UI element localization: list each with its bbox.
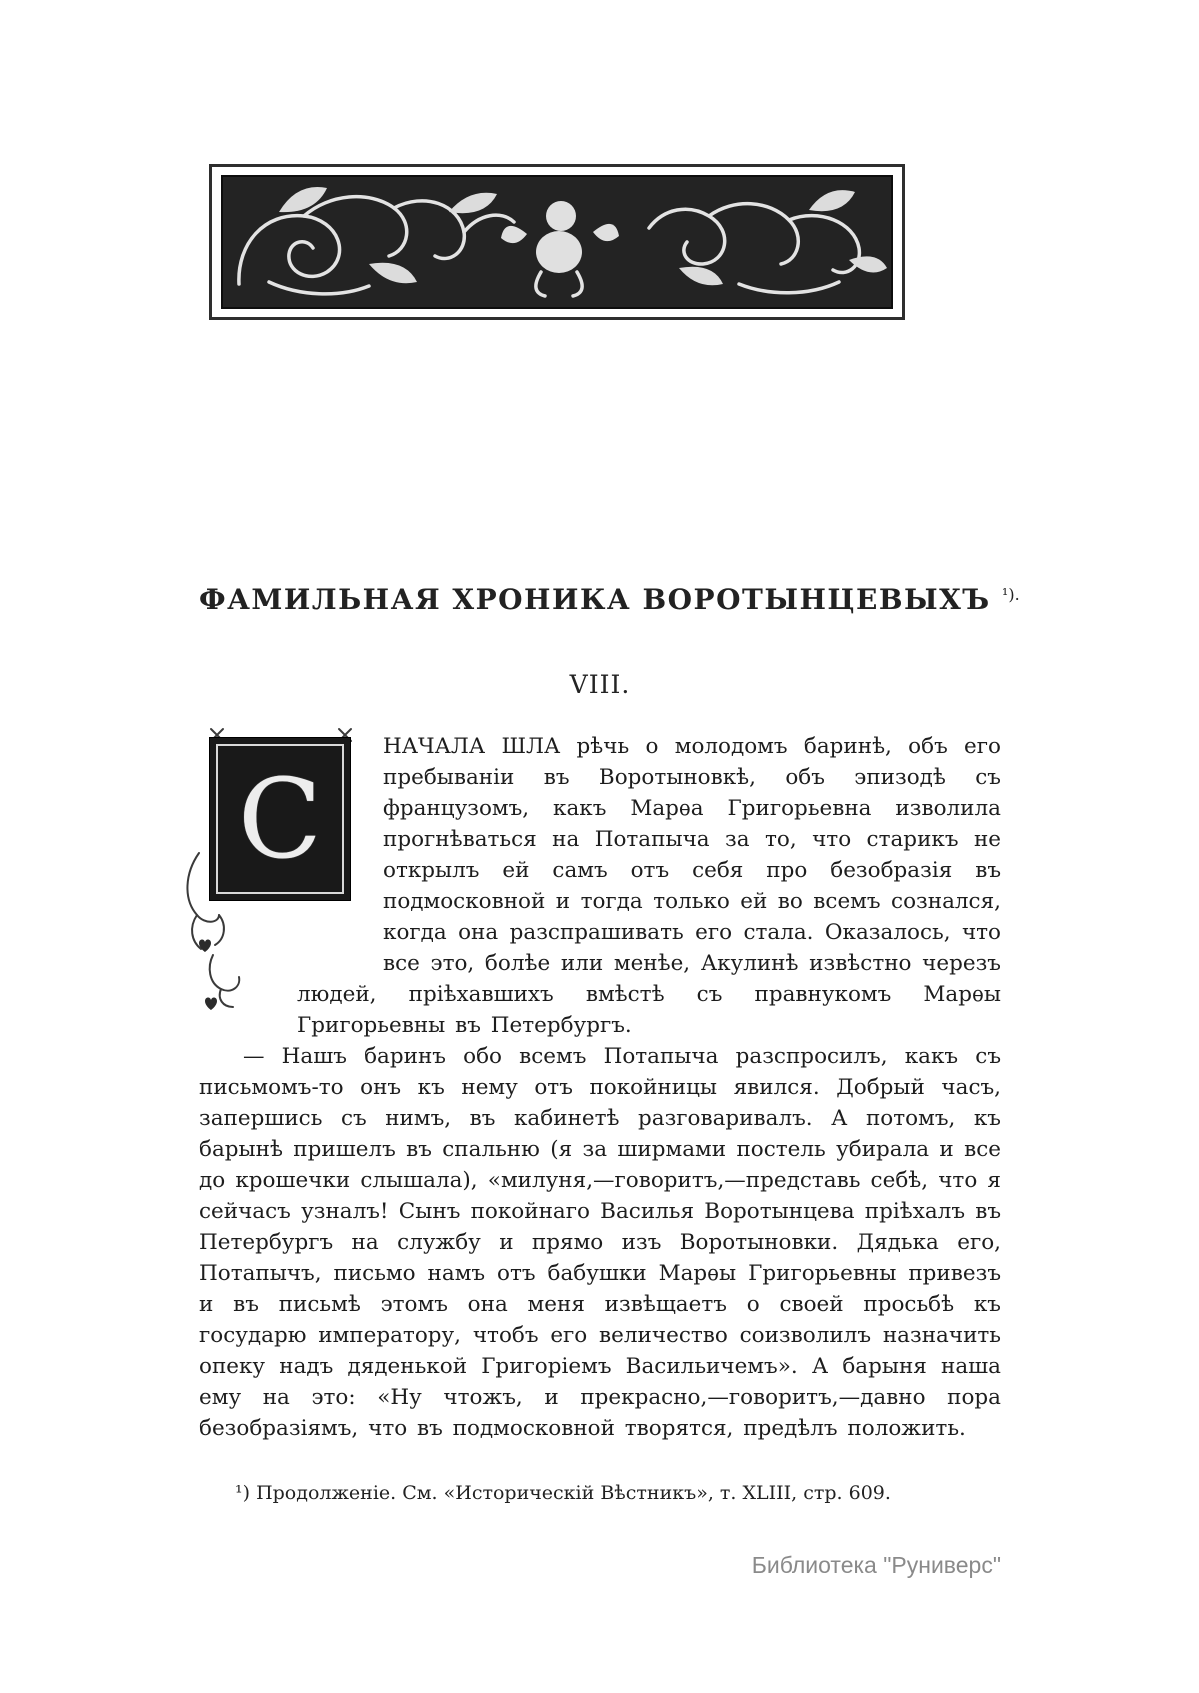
title-text: ФАМИЛЬНАЯ ХРОНИКА ВОРОТЫНЦЕВЫХЪ [199, 583, 991, 616]
drop-cap-tail-flourish-icon [199, 951, 297, 1015]
title-footnote-mark: ¹). [1001, 585, 1020, 604]
header-ornament [209, 164, 905, 320]
drop-cap [199, 733, 359, 947]
footnote: ¹) Продолженіе. См. «Историческій Вѣстникъ», т. XLIII, стр. 609. [235, 1482, 891, 1504]
drop-cap-box [209, 737, 351, 901]
watermark: Библиотека "Руниверс" [751, 1552, 1001, 1578]
floral-engraving-icon [209, 164, 905, 320]
page-title [199, 583, 1020, 616]
body-text [199, 731, 1001, 1444]
text-column [199, 583, 1020, 1506]
paragraph-first-text: НАЧАЛА ШЛА рѣчь о молодомъ баринѣ, объ его пребываніи въ Воротыновкѣ, объ эпизодѣ съ французомъ, какъ Марѳа Григорьевна изволила прогнѣваться на Потапыча за то, что старикъ не открылъ ей самъ отъ себя про безобразія въ подмосковной и тогда только ей во всемъ сознался, когда она разспрашивать его стала. Оказалось, что все это, болѣе или менѣе, Акулинѣ извѣстно черезъ людей, пріѣхавшихъ вмѣстѣ съ правнукомъ Марѳы Григорьевны въ Петербургъ. [297, 734, 1001, 1038]
paragraph-first [199, 731, 1001, 1041]
drop-cap-letter: С [237, 754, 323, 883]
section-heading: VIII. [569, 670, 631, 699]
paragraph-second: — Нашъ баринъ обо всемъ Потапыча разспросилъ, какъ съ письмомъ-то онъ къ нему отъ покойницы явился. Добрый часъ, запершись съ нимъ, въ кабинетѣ разговаривалъ. А потомъ, къ барынѣ пришелъ въ спальню (я за ширмами постель убирала и все до крошечки слышала), «милуня,—говоритъ,—представь себѣ, что я сейчасъ узналъ! Сынъ покойнаго Василья Воротынцева пріѣхалъ въ Петербургъ на службу и прямо изъ Воротыновки. Дядька его, Потапычъ, письмо намъ отъ бабушки Марѳы Григорьевны привезъ и въ письмѣ этомъ она меня извѣщаетъ о своей просьбѣ къ государю императору, чтобъ его величество соизволилъ назначить опеку надъ дяденькой Григоріемъ Васильичемъ». А барыня наша ему на это: «Ну чтожъ, и прекрасно,—говоритъ,—давно пора безобразіямъ, что въ подмосковной творятся, предѣлъ положить. [199, 1044, 1001, 1441]
